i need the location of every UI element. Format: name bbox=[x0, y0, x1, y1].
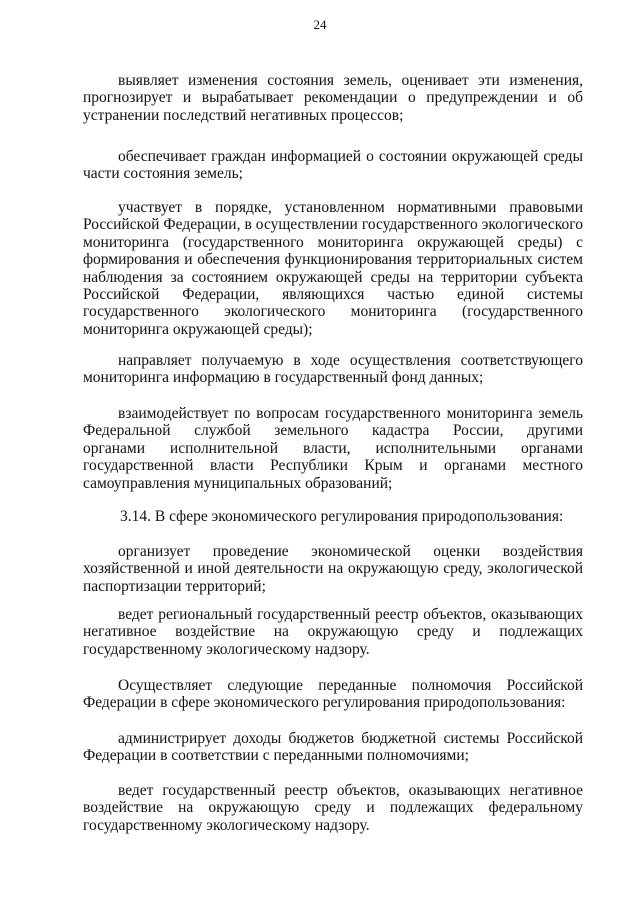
paragraph-delegated-powers bbox=[83, 677, 583, 712]
text-line: устранении последствий негативных процессов; bbox=[83, 106, 404, 124]
page-number: 24 bbox=[313, 17, 327, 32]
text-line: мониторинга окружающей среды); bbox=[83, 320, 313, 338]
paragraph-state-monitoring-participation bbox=[83, 199, 583, 338]
text-line: ведет региональный государственный реестр объектов, оказывающих bbox=[118, 606, 583, 623]
text-line: Российской Федерации, в осуществлении государственного экологического bbox=[83, 216, 583, 234]
text-line: взаимодействует по вопросам государственного мониторинга земель bbox=[118, 405, 583, 422]
paragraph-interaction-authorities bbox=[83, 405, 583, 492]
text-line: воздействие на окружающую среду и подлежащих федеральному bbox=[83, 799, 583, 817]
text-line: мониторинга информацию в государственный фонд данных; bbox=[83, 369, 484, 387]
text-line: части состояния земель; bbox=[83, 165, 243, 183]
paragraph-economic-assessment bbox=[83, 543, 583, 595]
section-heading-3-14 bbox=[83, 508, 583, 525]
text-line: администрирует доходы бюджетов бюджетной системы Российской bbox=[118, 730, 583, 747]
text-line: Российской Федерации, являющихся частью единой системы bbox=[83, 285, 583, 303]
paragraph-regional-registry bbox=[83, 606, 583, 658]
text-line: государственному экологическому надзору. bbox=[83, 640, 370, 658]
text-line: государственной власти Республики Крым и органами местного bbox=[83, 457, 583, 475]
text-line: наблюдения за состоянием окружающей среды на территории субъекта bbox=[83, 268, 583, 286]
text-line: организует проведение экономической оценки воздействия bbox=[118, 543, 583, 560]
text-line: направляет получаемую в ходе осуществления соответствующего bbox=[118, 352, 583, 369]
text-line: самоуправления муниципальных образований; bbox=[83, 474, 393, 492]
paragraph-federal-registry bbox=[83, 782, 583, 834]
text-line: выявляет изменения состояния земель, оценивает эти изменения, bbox=[118, 72, 583, 89]
text-line: негативное воздействие на окружающую среду и подлежащих bbox=[83, 623, 583, 641]
text-line: участвует в порядке, установленном нормативными правовыми bbox=[118, 199, 583, 216]
text-line: государственного экологического мониторинга (государственного bbox=[83, 303, 583, 321]
text-line: обеспечивает граждан информацией о состоянии окружающей среды bbox=[118, 148, 583, 165]
text-line: паспортизации территорий; bbox=[83, 577, 266, 595]
section-heading-text: 3.14. В сфере экономического регулирования природопользования: bbox=[120, 508, 564, 525]
text-line: государственному экологическому надзору. bbox=[83, 816, 370, 834]
paragraph-budget-revenue bbox=[83, 730, 583, 765]
text-line: органами исполнительной власти, исполнительными органами bbox=[83, 439, 583, 457]
text-line: ведет государственный реестр объектов, оказывающих негативное bbox=[118, 782, 583, 799]
text-line: прогнозирует и вырабатывает рекомендации о предупреждении и об bbox=[83, 89, 583, 107]
text-line: Федерации в сфере экономического регулирования природопользования: bbox=[83, 694, 566, 712]
text-line: Федеральной службой земельного кадастра России, другими bbox=[83, 422, 583, 440]
text-line: хозяйственной и иной деятельности на окружающую среду, экологической bbox=[83, 560, 583, 578]
paragraph-citizen-information bbox=[83, 148, 583, 183]
paragraph-data-fund-transfer bbox=[83, 352, 583, 387]
text-line: Осуществляет следующие переданные полномочия Российской bbox=[118, 677, 583, 694]
text-line: формирования и обеспечения функционирования территориальных систем bbox=[83, 251, 583, 269]
paragraph-monitoring-land-changes bbox=[83, 72, 583, 124]
text-line: Федерации в соответствии с переданными полномочиями; bbox=[83, 747, 469, 765]
text-line: мониторинга (государственного мониторинга окружающей среды) с bbox=[83, 233, 583, 251]
